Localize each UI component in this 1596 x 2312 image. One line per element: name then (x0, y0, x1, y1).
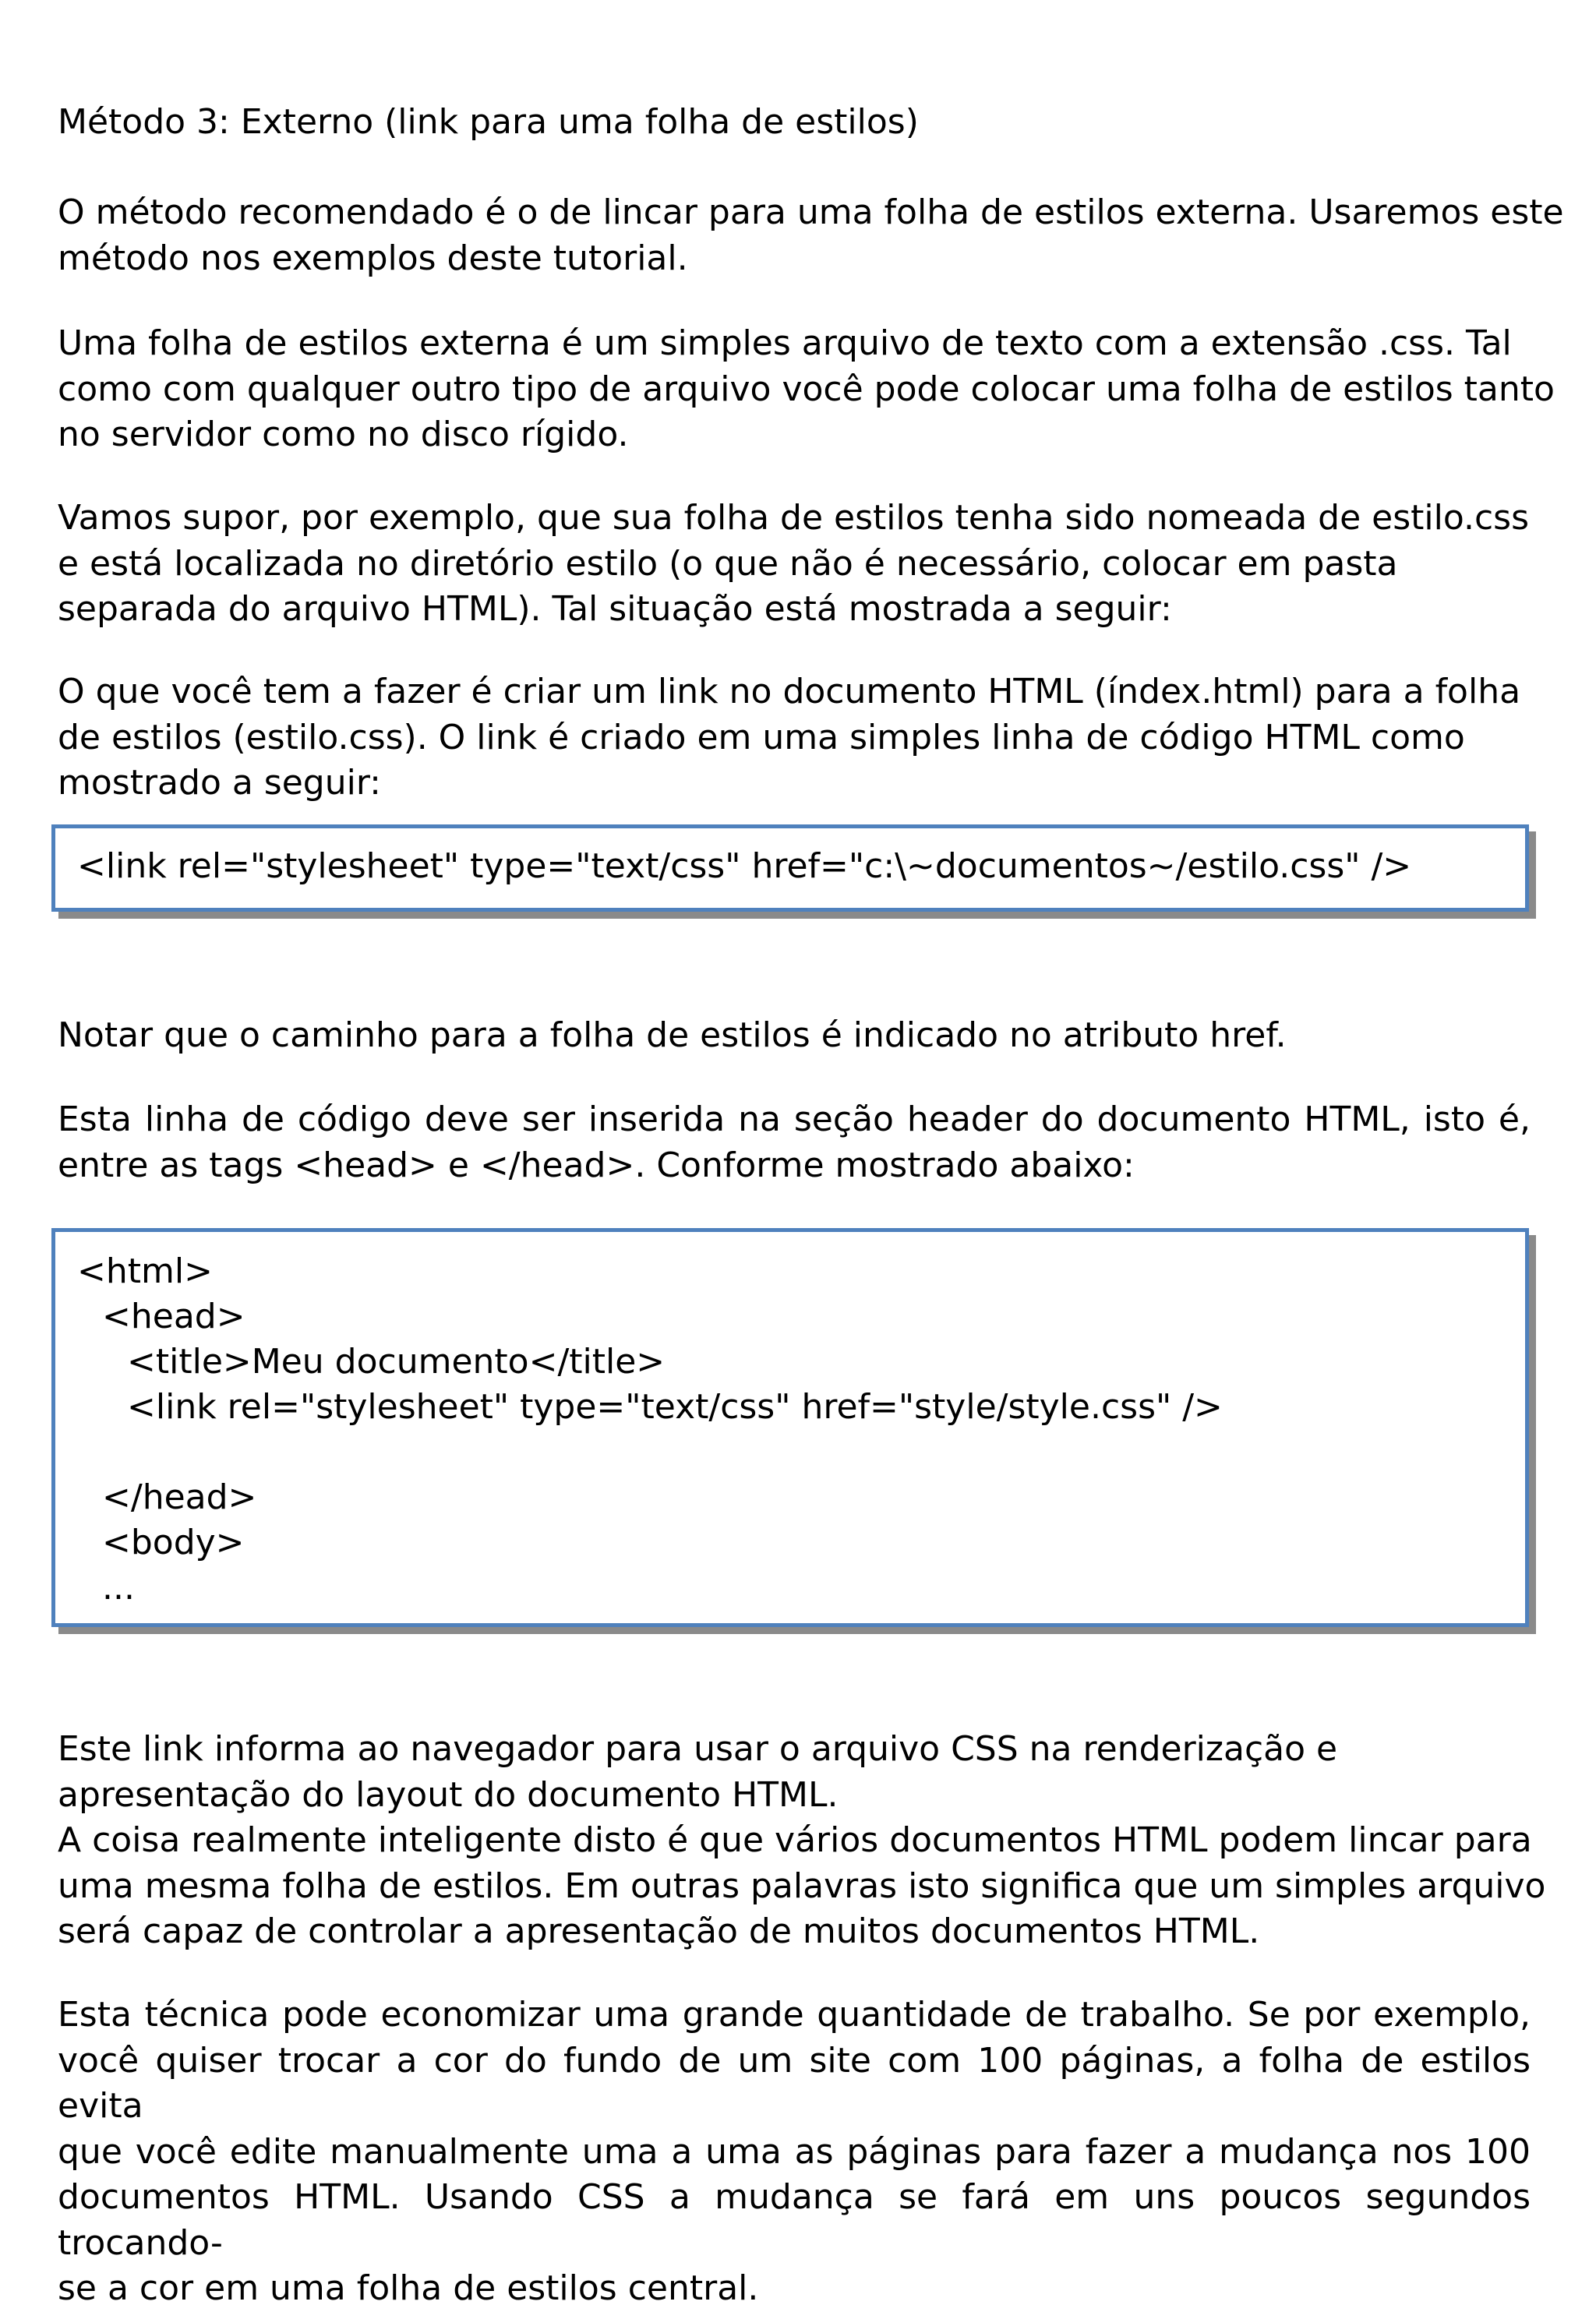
code-line: <head> (102, 1297, 245, 1336)
text-line: Este link informa ao navegador para usar o arquivo CSS na renderização e (58, 1729, 1338, 1769)
paragraph-link-purpose (58, 1727, 1546, 1955)
paragraph-technique-benefit (58, 1993, 1531, 2312)
text-line: você quiser trocar a cor do fundo de um site com 100 páginas, a folha de estilos evita (58, 2040, 1531, 2126)
code-box-html-example (51, 1228, 1529, 1627)
code-line: <link rel="stylesheet" type="text/css" href="style/style.css" /> (127, 1387, 1223, 1427)
text-line: método nos exemplos deste tutorial. (58, 238, 688, 278)
code-line: <link rel="stylesheet" type="text/css" href="c:\~documentos~/estilo.css" /> (77, 846, 1412, 886)
text-line: uma mesma folha de estilos. Em outras palavras isto significa que um simples arquivo (58, 1865, 1546, 1906)
text-line: que você edite manualmente uma a uma as páginas para fazer a mudança nos 100 (58, 2131, 1531, 2172)
text-line: mostrado a seguir: (58, 763, 381, 803)
code-box-link-tag (51, 824, 1529, 912)
paragraph-create-link (58, 669, 1531, 807)
paragraph-example-location (58, 496, 1531, 633)
paragraph-external-stylesheet (58, 321, 1555, 458)
text-line: Esta técnica pode economizar uma grande quantidade de trabalho. Se por exemplo, (58, 1995, 1531, 2035)
paragraph-href-note (58, 1013, 1531, 1059)
text-line: Esta linha de código deve ser inserida na seção header do documento HTML, isto é, (58, 1100, 1531, 1139)
code-line: <html> (77, 1251, 213, 1291)
text-line: documentos HTML. Usando CSS a mudança se fará em uns poucos segundos trocando- (58, 2177, 1531, 2263)
text-line: Vamos supor, por exemplo, que sua folha de estilos tenha sido nomeada de estilo.css (58, 498, 1530, 538)
paragraph-recommended-method (58, 190, 1564, 281)
text-line: O que você tem a fazer é criar um link no documento HTML (índex.html) para a folha (58, 672, 1521, 711)
text-line: como com qualquer outro tipo de arquivo você pode colocar uma folha de estilos tanto (58, 369, 1555, 409)
paragraph-header-section (58, 1097, 1531, 1188)
code-line: <title>Meu documento</title> (127, 1342, 666, 1382)
code-line: <body> (102, 1523, 245, 1562)
text-line: A coisa realmente inteligente disto é que vários documentos HTML podem lincar para (58, 1820, 1532, 1860)
text-line: e está localizada no diretório estilo (o que não é necessário, colocar em pasta (58, 543, 1398, 584)
text-line: O método recomendado é o de lincar para uma folha de estilos externa. Usaremos este (58, 192, 1564, 232)
code-line: ... (102, 1568, 135, 1608)
text-line: entre as tags <head> e </head>. Conforme mostrado abaixo: (58, 1145, 1135, 1185)
text-line: Uma folha de estilos externa é um simples arquivo de texto com a extensão .css. Tal (58, 323, 1512, 363)
text-line: Notar que o caminho para a folha de estilos é indicado no atributo href. (58, 1015, 1287, 1055)
text-line: se a cor em uma folha de estilos central. (58, 2268, 759, 2308)
text-line: de estilos (estilo.css). O link é criado em uma simples linha de código HTML como (58, 717, 1465, 757)
text-line: será capaz de controlar a apresentação de muitos documentos HTML. (58, 1911, 1260, 1951)
text-line: separada do arquivo HTML). Tal situação está mostrada a seguir: (58, 589, 1172, 629)
text-line: apresentação do layout do documento HTML. (58, 1774, 839, 1815)
section-heading: Método 3: Externo (link para uma folha de estilos) (58, 102, 919, 142)
text-line: no servidor como no disco rígido. (58, 415, 629, 454)
code-line: </head> (102, 1477, 257, 1517)
